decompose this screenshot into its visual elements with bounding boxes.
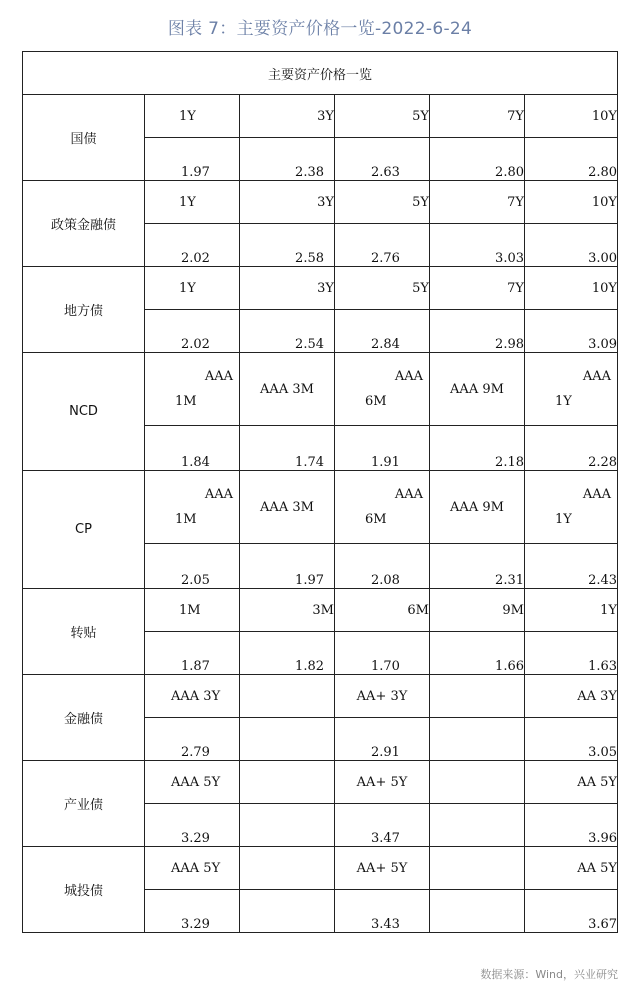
- tenor-label: 9M: [430, 589, 525, 632]
- tenor-label: 3Y: [240, 95, 335, 138]
- yield-value: 3.67: [525, 890, 618, 933]
- yield-value: [240, 718, 335, 761]
- yield-value: 2.31: [430, 544, 525, 589]
- yield-value: 3.29: [145, 890, 240, 933]
- tenor-label: [240, 847, 335, 890]
- tenor-label: [430, 675, 525, 718]
- tenor-label: AAA 5Y: [145, 761, 240, 804]
- yield-value: [240, 890, 335, 933]
- yield-value: 1.82: [240, 632, 335, 675]
- tenor-label: [240, 675, 335, 718]
- tenor-label: AAA 1M: [145, 471, 240, 544]
- yield-value: 2.02: [145, 224, 240, 267]
- yield-value: 2.91: [335, 718, 430, 761]
- row-category: 城投债: [23, 847, 145, 933]
- table-row: [23, 675, 618, 718]
- tenor-label: AAA 3Y: [145, 675, 240, 718]
- tenor-label: 1M: [145, 589, 240, 632]
- tenor-label: AA 5Y: [525, 847, 618, 890]
- yield-value: 2.05: [145, 544, 240, 589]
- yield-value: 2.76: [335, 224, 430, 267]
- yield-value: 2.63: [335, 138, 430, 181]
- yield-value: 2.84: [335, 310, 430, 353]
- row-category: 产业债: [23, 761, 145, 847]
- tenor-label: 5Y: [335, 95, 430, 138]
- tenor-label: AAA 1Y: [525, 353, 618, 426]
- yield-value: 2.28: [525, 426, 618, 471]
- yield-value: 2.80: [525, 138, 618, 181]
- table-row: [23, 267, 618, 310]
- table-row: [23, 847, 618, 890]
- tenor-label: 10Y: [525, 267, 618, 310]
- tenor-label: AAA 6M: [335, 471, 430, 544]
- yield-value: 2.02: [145, 310, 240, 353]
- table-row: [23, 471, 618, 544]
- asset-price-table: [22, 51, 618, 933]
- yield-value: 2.54: [240, 310, 335, 353]
- table-row: [23, 761, 618, 804]
- yield-value: [240, 804, 335, 847]
- tenor-label: 10Y: [525, 181, 618, 224]
- tenor-label: [240, 761, 335, 804]
- yield-value: 1.63: [525, 632, 618, 675]
- tenor-label: 5Y: [335, 267, 430, 310]
- tenor-label: 3Y: [240, 267, 335, 310]
- tenor-label: 5Y: [335, 181, 430, 224]
- tenor-label: AAA 3M: [240, 471, 335, 544]
- tenor-label: 1Y: [525, 589, 618, 632]
- tenor-label: [430, 761, 525, 804]
- yield-value: 3.47: [335, 804, 430, 847]
- yield-value: 2.58: [240, 224, 335, 267]
- yield-value: 2.08: [335, 544, 430, 589]
- tenor-label: 1Y: [145, 95, 240, 138]
- yield-value: 1.74: [240, 426, 335, 471]
- tenor-label: AAA 1Y: [525, 471, 618, 544]
- yield-value: [430, 890, 525, 933]
- yield-value: 1.97: [145, 138, 240, 181]
- yield-value: 3.43: [335, 890, 430, 933]
- source-note: 数据来源：Wind，兴业研究: [480, 968, 618, 981]
- yield-value: 3.29: [145, 804, 240, 847]
- yield-value: 3.03: [430, 224, 525, 267]
- tenor-label: 7Y: [430, 95, 525, 138]
- figure-title: 图表 7：主要资产价格一览-2022-6-24: [167, 19, 473, 39]
- tenor-label: 3Y: [240, 181, 335, 224]
- tenor-label: AAA 6M: [335, 353, 430, 426]
- yield-value: 2.43: [525, 544, 618, 589]
- yield-value: 3.00: [525, 224, 618, 267]
- tenor-label: 7Y: [430, 181, 525, 224]
- tenor-label: AA 3Y: [525, 675, 618, 718]
- row-category: 地方债: [23, 267, 145, 353]
- tenor-label: AAA 1M: [145, 353, 240, 426]
- tenor-label: AAA 5Y: [145, 847, 240, 890]
- yield-value: 2.98: [430, 310, 525, 353]
- row-category: 转贴: [23, 589, 145, 675]
- yield-value: 1.66: [430, 632, 525, 675]
- yield-value: 1.84: [145, 426, 240, 471]
- tenor-label: [430, 847, 525, 890]
- tenor-label: 7Y: [430, 267, 525, 310]
- tenor-label: AA+ 3Y: [335, 675, 430, 718]
- tenor-label: AA+ 5Y: [335, 847, 430, 890]
- yield-value: [430, 804, 525, 847]
- yield-value: [430, 718, 525, 761]
- tenor-label: AAA 9M: [430, 471, 525, 544]
- tenor-label: 1Y: [145, 181, 240, 224]
- table-row: [23, 589, 618, 632]
- tenor-label: AAA 3M: [240, 353, 335, 426]
- yield-value: 1.87: [145, 632, 240, 675]
- table-row: [23, 181, 618, 224]
- yield-value: 3.96: [525, 804, 618, 847]
- yield-value: 1.70: [335, 632, 430, 675]
- tenor-label: 1Y: [145, 267, 240, 310]
- tenor-label: AA 5Y: [525, 761, 618, 804]
- yield-value: 2.79: [145, 718, 240, 761]
- tenor-label: AAA 9M: [430, 353, 525, 426]
- table-caption: 主要资产价格一览: [23, 52, 618, 95]
- tenor-label: 10Y: [525, 95, 618, 138]
- yield-value: 1.97: [240, 544, 335, 589]
- yield-value: 2.80: [430, 138, 525, 181]
- row-category: 政策金融债: [23, 181, 145, 267]
- row-category: 国债: [23, 95, 145, 181]
- yield-value: 2.18: [430, 426, 525, 471]
- table-row: [23, 353, 618, 426]
- tenor-label: 6M: [335, 589, 430, 632]
- yield-value: 3.05: [525, 718, 618, 761]
- row-category: CP: [23, 471, 145, 589]
- tenor-label: 3M: [240, 589, 335, 632]
- tenor-label: AA+ 5Y: [335, 761, 430, 804]
- row-category: 金融债: [23, 675, 145, 761]
- yield-value: 3.09: [525, 310, 618, 353]
- table-row: [23, 95, 618, 138]
- yield-value: 1.91: [335, 426, 430, 471]
- yield-value: 2.38: [240, 138, 335, 181]
- row-category: NCD: [23, 353, 145, 471]
